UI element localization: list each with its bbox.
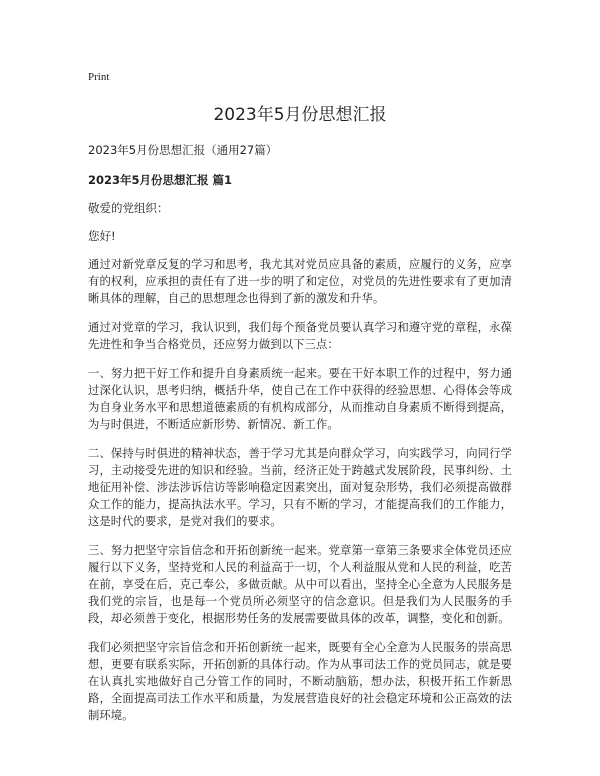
print-label[interactable]: Print: [88, 71, 110, 83]
paragraph-3: 一、努力把干好工作和提升自身素质统一起来。要在干好本职工作的过程中，努力通过深化认识，思考归纳，概括升华，使自己在工作中获得的经验思想、心得体会等成为自身业务水平和思想道德素质的有机构成部分，从而推动自身素质不断得到提高，为与时俱进，不断适应新形势、新情况、新工作。: [88, 367, 512, 431]
paragraph-4: 二、保持与时俱进的精神状态，善于学习尤其是向群众学习，向实践学习，向同行学习，主动接受先进的知识和经验。当前，经济正处于跨越式发展阶段，民事纠纷、土地征用补偿、涉法涉诉信访等影响稳定因素突出，面对复杂形势，我们必须提高做群众工作的能力，提高执法水平。学习，只有不断的学习，才能提高我们的工作能力，这是时代的要求，是党对我们的要求。: [88, 447, 512, 528]
paragraph-1: 通过对新党章反复的学习和思考，我尤其对党员应具备的素质，应履行的义务，应享有的权利，应承担的责任有了进一步的明了和定位，对党员的先进性要求有了更加清晰具体的理解，自己的思想理念也得到了新的激发和升华。: [88, 258, 512, 305]
paragraph-2: 通过对党章的学习，我认识到，我们每个预备党员要认真学习和遵守党的章程，永葆先进性和争当合格党员，还应努力做到以下三点：: [88, 321, 512, 351]
section-heading: 2023年5月份思想汇报 篇1: [88, 173, 233, 187]
salutation-greeting: 您好!: [88, 229, 116, 243]
paragraph-5: 三、努力把坚守宗旨信念和开拓创新统一起来。党章第一章第三条要求全体党员还应履行以下义务，坚持党和人民的利益高于一切，个人利益服从党和人民的利益，吃苦在前，享受在后，克己奉公，多做贡献。从中可以看出，坚持全心全意为人民服务是我们党的宗旨，也是每一个党员所必须坚守的信念意识。但是我们为人民服务的手段，却必须善于变化，根据形势任务的发展需要做具体的改革，调整，变化和创新。: [88, 544, 512, 625]
salutation-organization: 敬爱的党组织：: [88, 201, 169, 215]
paragraph-6: 我们必须把坚守宗旨信念和开拓创新统一起来，既要有全心全意为人民服务的崇高思想，更要有联系实际，开拓创新的具体行动。作为从事司法工作的党员同志，就是要在认真扎实地做好自己分管工作的同时，不断动脑筋，想办法，积极开拓工作新思路，全面提高司法工作水平和质量，为发展营造良好的社会稳定环境和公正高效的法制环境。: [88, 641, 512, 722]
document-subtitle: 2023年5月份思想汇报（通用27篇）: [88, 143, 278, 157]
document-title: 2023年5月份思想汇报: [213, 105, 387, 125]
